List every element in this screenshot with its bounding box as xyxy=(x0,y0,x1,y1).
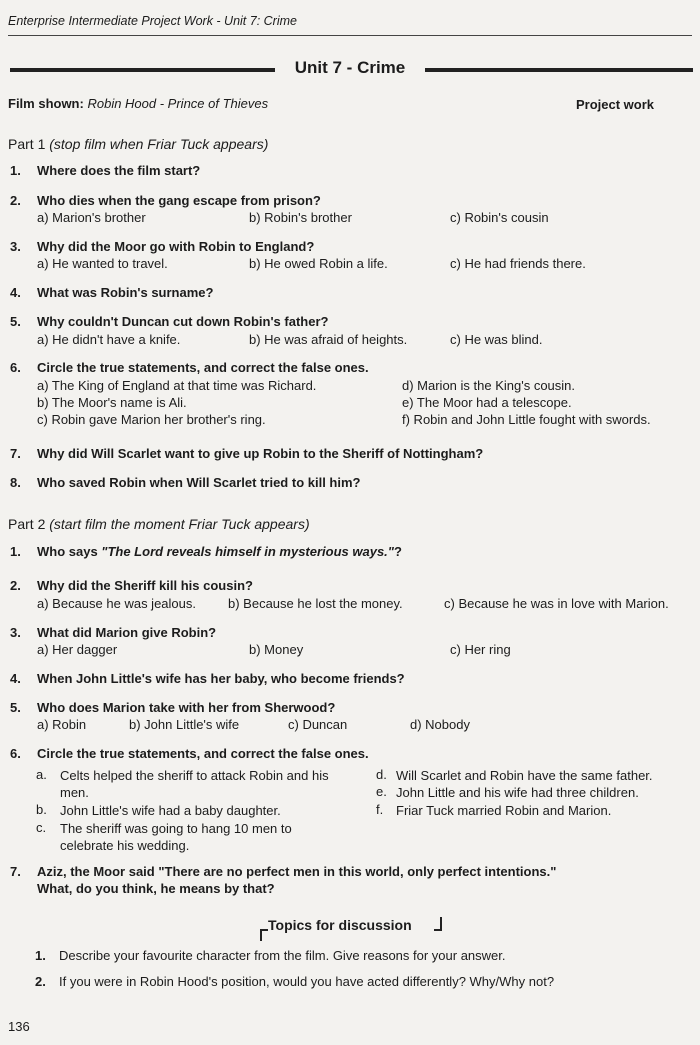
p1-q6-statement-e: e) The Moor had a telescope. xyxy=(402,395,572,410)
p2-q6-statement-f: Friar Tuck married Robin and Marion. xyxy=(396,803,612,818)
p1-q8-text: Who saved Robin when Will Scarlet tried to kill him? xyxy=(37,475,361,490)
p1-q2-number: 2. xyxy=(10,193,21,208)
p2-q5-option-b: b) John Little's wife xyxy=(129,717,240,732)
p1-q6-statement-a: a) The King of England at that time was Richard. xyxy=(37,378,317,393)
p2-q1-pre: Who says xyxy=(37,544,102,559)
p2-q1-text xyxy=(37,544,402,559)
p1-q7-number: 7. xyxy=(10,446,21,461)
p2-q3-number: 3. xyxy=(10,625,21,640)
page-number: 136 xyxy=(8,1019,30,1034)
p1-q4-text: What was Robin's surname? xyxy=(37,285,214,300)
p1-q3-option-b: b) He owed Robin a life. xyxy=(249,256,388,271)
p2-q2-text: Why did the Sheriff kill his cousin? xyxy=(37,578,253,593)
p2-q1-quote: "The Lord reveals himself in mysterious ways." xyxy=(101,544,394,559)
p1-q6-number: 6. xyxy=(10,360,21,375)
p2-q6-statement-c: The sheriff was going to hang 10 men to celebrate his wedding. xyxy=(60,821,292,853)
p1-q5-number: 5. xyxy=(10,314,21,329)
p1-q6-statement-d: d) Marion is the King's cousin. xyxy=(402,378,576,393)
topics-heading: Topics for discussion xyxy=(268,917,412,933)
p2-q1-post: ? xyxy=(393,544,402,559)
p1-q6-statement-b: b) The Moor's name is Ali. xyxy=(37,395,187,410)
p2-q6-label-c: c. xyxy=(36,820,47,835)
film-label: Film shown: xyxy=(8,96,84,111)
part1-title: Part 1 xyxy=(8,136,46,152)
p2-q7-line2: What, do you think, he means by that? xyxy=(37,881,275,896)
p2-q6-statement-a: Celts helped the sheriff to attack Robin and his men. xyxy=(60,768,329,800)
title-rule-left xyxy=(10,68,275,72)
p2-q3-option-a: a) Her dagger xyxy=(37,642,118,657)
p1-q5-option-b: b) He was afraid of heights. xyxy=(249,332,408,347)
p2-q5-text: Who does Marion take with her from Sherwood? xyxy=(37,700,336,715)
p2-q6-text: Circle the true statements, and correct the false ones. xyxy=(37,746,369,761)
p2-q6-label-f: f. xyxy=(376,802,384,817)
p1-q4-number: 4. xyxy=(10,285,21,300)
p1-q2-option-c: c) Robin's cousin xyxy=(450,210,549,225)
p1-q8-number: 8. xyxy=(10,475,21,490)
p1-q2-option-a: a) Marion's brother xyxy=(37,210,146,225)
p1-q2-text: Who dies when the gang escape from prison? xyxy=(37,193,321,208)
p1-q3-option-c: c) He had friends there. xyxy=(450,256,586,271)
topic-2-text: If you were in Robin Hood's position, would you have acted differently? Why/Why not? xyxy=(59,974,555,989)
p2-q6-label-d: d. xyxy=(376,767,387,782)
p1-q3-number: 3. xyxy=(10,239,21,254)
p2-q6-statement-b: John Little's wife had a baby daughter. xyxy=(60,803,281,818)
p1-q5-option-a: a) He didn't have a knife. xyxy=(37,332,181,347)
part1-heading xyxy=(8,136,268,152)
p2-q6-label-b: b. xyxy=(36,802,47,817)
header-divider xyxy=(8,35,692,36)
p2-q1-number: 1. xyxy=(10,544,21,559)
p2-q6-statement-d: Will Scarlet and Robin have the same father. xyxy=(396,768,653,783)
p2-q3-option-b: b) Money xyxy=(249,642,304,657)
part2-heading xyxy=(8,516,310,532)
p2-q4-number: 4. xyxy=(10,671,21,686)
p2-q7-line1: Aziz, the Moor said "There are no perfect men in this world, only perfect intentions." xyxy=(37,864,557,879)
title-rule-right xyxy=(425,68,693,72)
p2-q6-number: 6. xyxy=(10,746,21,761)
topic-2-number: 2. xyxy=(35,974,46,989)
p2-q7-number: 7. xyxy=(10,864,21,879)
film-shown-line xyxy=(8,96,268,111)
p2-q4-text: When John Little's wife has her baby, who become friends? xyxy=(37,671,405,686)
p2-q2-option-b: b) Because he lost the money. xyxy=(228,596,403,611)
part1-note: (stop film when Friar Tuck appears) xyxy=(49,136,269,152)
p1-q6-statement-c: c) Robin gave Marion her brother's ring. xyxy=(37,412,266,427)
topic-1-text: Describe your favourite character from the film. Give reasons for your answer. xyxy=(59,948,506,963)
topic-1-number: 1. xyxy=(35,948,46,963)
project-work-label: Project work xyxy=(575,97,654,112)
p1-q3-text: Why did the Moor go with Robin to England? xyxy=(37,239,315,254)
p1-q2-option-b: b) Robin's brother xyxy=(249,210,352,225)
page-title: Unit 7 - Crime xyxy=(294,58,406,77)
p2-q5-option-c: c) Duncan xyxy=(288,717,348,732)
p2-q2-option-c: c) Because he was in love with Marion. xyxy=(444,596,669,611)
p2-q2-number: 2. xyxy=(10,578,21,593)
p2-q6-label-e: e. xyxy=(376,784,387,799)
film-name: Robin Hood - Prince of Thieves xyxy=(87,96,269,111)
p2-q5-option-a: a) Robin xyxy=(37,717,87,732)
p1-q6-statement-f: f) Robin and John Little fought with swords. xyxy=(402,412,651,427)
p1-q7-text: Why did Will Scarlet want to give up Robin to the Sheriff of Nottingham? xyxy=(37,446,484,461)
p2-q6-label-a: a. xyxy=(36,767,47,782)
p2-q5-number: 5. xyxy=(10,700,21,715)
p2-q3-option-c: c) Her ring xyxy=(450,642,511,657)
p2-q6-statement-e: John Little and his wife had three children. xyxy=(396,785,639,800)
p1-q1-text: Where does the film start? xyxy=(37,163,201,178)
p1-q5-option-c: c) He was blind. xyxy=(450,332,543,347)
p1-q1-number: 1. xyxy=(10,163,21,178)
running-head: Enterprise Intermediate Project Work - Unit 7: Crime xyxy=(8,14,297,28)
p2-q5-option-d: d) Nobody xyxy=(410,717,470,732)
part2-title: Part 2 xyxy=(8,516,46,532)
p2-q2-option-a: a) Because he was jealous. xyxy=(37,596,196,611)
p2-q3-text: What did Marion give Robin? xyxy=(37,625,217,640)
p1-q5-text: Why couldn't Duncan cut down Robin's father? xyxy=(37,314,329,329)
part2-note: (start film the moment Friar Tuck appears) xyxy=(49,516,310,532)
p1-q3-option-a: a) He wanted to travel. xyxy=(37,256,168,271)
p1-q6-text: Circle the true statements, and correct the false ones. xyxy=(37,360,369,375)
